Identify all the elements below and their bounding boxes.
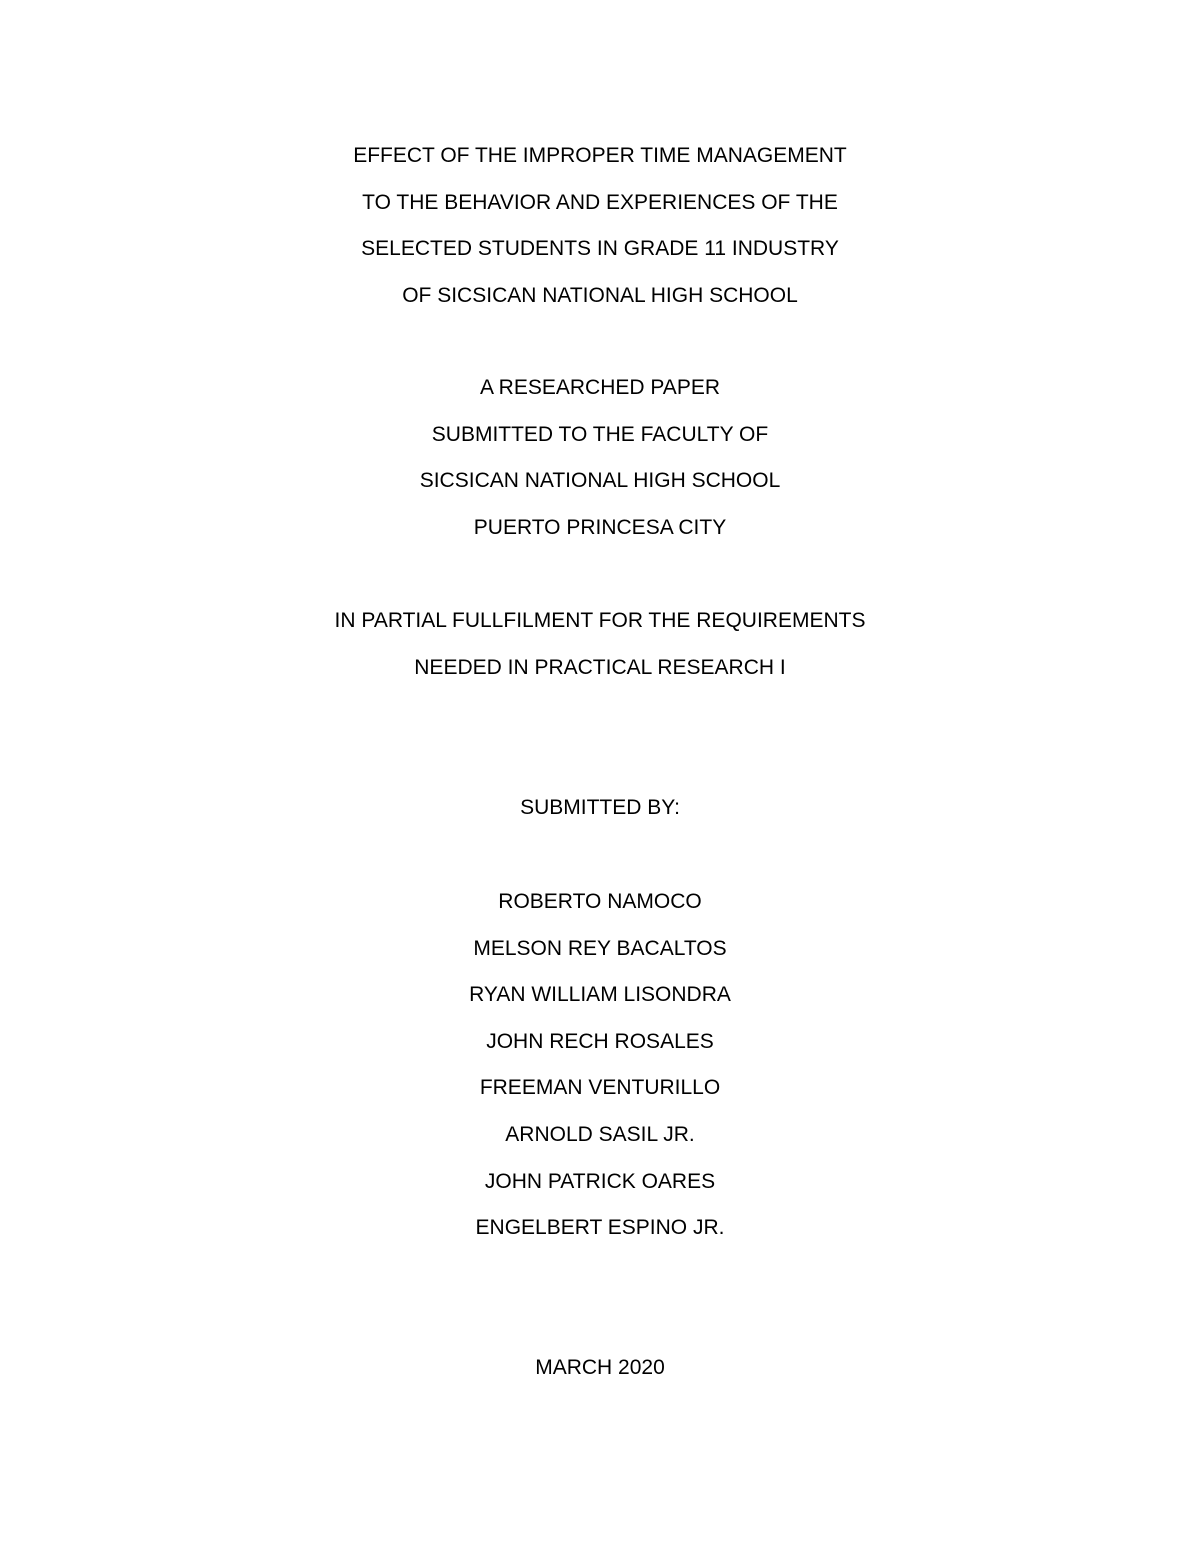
title-line: TO THE BEHAVIOR AND EXPERIENCES OF THE	[362, 190, 838, 214]
submitted-by-section	[0, 785, 1200, 832]
author-name: MELSON REY BACALTOS	[473, 936, 727, 960]
author-list	[0, 879, 1200, 1252]
date-text: MARCH 2020	[535, 1356, 665, 1379]
paper-line: SICSICAN NATIONAL HIGH SCHOOL	[419, 469, 781, 493]
partial-line: IN PARTIAL FULLFILMENT FOR THE REQUIREMENTS	[334, 609, 866, 632]
author-name: ROBERTO NAMOCO	[498, 890, 702, 913]
title-line: SELECTED STUDENTS IN GRADE 11 INDUSTRY	[361, 237, 839, 261]
author-name: JOHN PATRICK OARES	[484, 1169, 716, 1193]
partial-fulfilment-statement	[0, 598, 1200, 691]
author-name: ENGELBERT ESPINO JR.	[475, 1216, 725, 1240]
paper-line: PUERTO PRINCESA CITY	[473, 515, 727, 539]
author-name: FREEMAN VENTURILLO	[479, 1076, 721, 1100]
author-name: RYAN WILLIAM LISONDRA	[469, 983, 731, 1007]
author-name: ARNOLD SASIL JR.	[505, 1122, 695, 1146]
partial-line: NEEDED IN PRACTICAL RESEARCH I	[414, 655, 786, 679]
title-line: OF SICSICAN NATIONAL HIGH SCHOOL	[402, 283, 798, 307]
paper-line: A RESEARCHED PAPER	[479, 376, 720, 399]
submitted-by-label: SUBMITTED BY:	[520, 796, 680, 819]
title-line: EFFECT OF THE IMPROPER TIME MANAGEMENT	[353, 144, 847, 167]
research-title	[0, 133, 1200, 319]
author-name: JOHN RECH ROSALES	[486, 1029, 714, 1053]
paper-line: SUBMITTED TO THE FACULTY OF	[431, 422, 769, 446]
submission-date	[0, 1345, 1200, 1392]
paper-description	[0, 365, 1200, 551]
